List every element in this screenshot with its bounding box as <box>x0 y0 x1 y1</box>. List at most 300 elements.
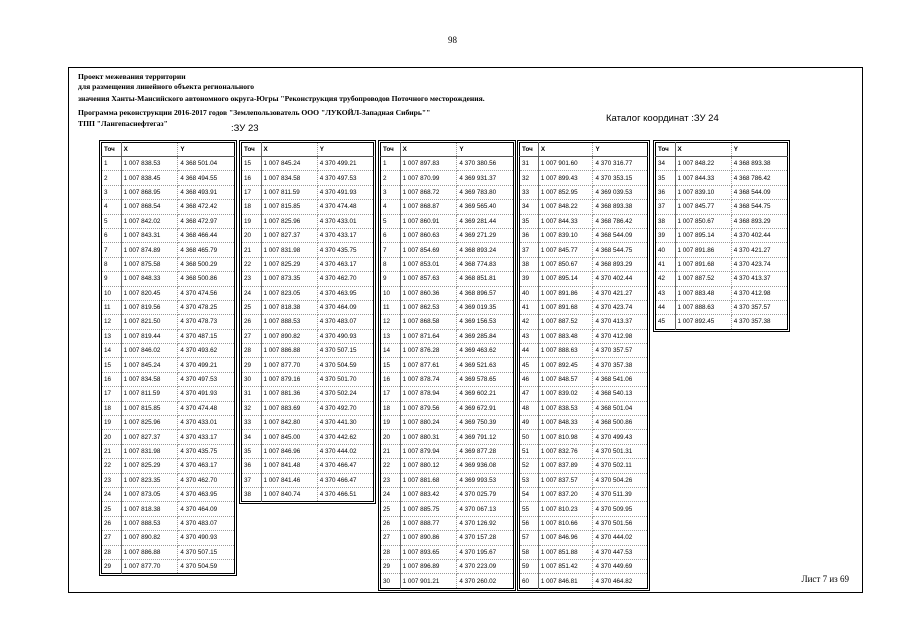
table-row <box>242 430 374 444</box>
x-coordinate: 1 007 886.88 <box>121 545 178 559</box>
x-coordinate: 1 007 840.74 <box>261 487 317 501</box>
y-coordinate: 4 370 223.09 <box>457 559 514 573</box>
y-coordinate: 4 370 464.09 <box>317 300 373 314</box>
x-coordinate: 1 007 899.43 <box>538 171 593 185</box>
table-row <box>656 214 788 228</box>
y-coordinate: 4 370 483.07 <box>178 516 235 530</box>
table-row <box>102 344 235 358</box>
x-coordinate: 1 007 852.95 <box>538 185 593 199</box>
header-point: Точ <box>102 143 122 157</box>
table-header-row <box>102 143 235 157</box>
table-row <box>242 272 374 286</box>
point-number: 44 <box>656 300 676 314</box>
x-coordinate: 1 007 891.86 <box>675 243 731 257</box>
point-number: 40 <box>656 243 676 257</box>
x-coordinate: 1 007 842.02 <box>121 214 178 228</box>
x-coordinate: 1 007 839.10 <box>675 185 731 199</box>
table-row <box>381 315 514 329</box>
point-number: 45 <box>520 358 539 372</box>
table-row <box>520 574 648 588</box>
x-coordinate: 1 007 868.87 <box>400 200 457 214</box>
point-number: 1 <box>102 157 122 171</box>
y-coordinate: 4 368 472.42 <box>178 200 235 214</box>
header-line-4: Программа реконструкции 2016-2017 годов "Землепользователь ООО "ЛУКОЙЛ-Западная Сибирь"" <box>78 108 431 117</box>
table-row <box>102 459 235 473</box>
y-coordinate: 4 370 025.79 <box>457 487 514 501</box>
y-coordinate: 4 370 466.47 <box>317 459 373 473</box>
y-coordinate: 4 368 500.86 <box>593 416 648 430</box>
header-line-2: для размещения линейного объекта регионального <box>78 82 255 91</box>
table-row <box>242 214 374 228</box>
y-coordinate: 4 368 472.97 <box>178 214 235 228</box>
point-number: 21 <box>102 444 122 458</box>
y-coordinate: 4 370 462.70 <box>317 272 373 286</box>
point-number: 9 <box>381 272 401 286</box>
y-coordinate: 4 370 421.27 <box>731 243 787 257</box>
x-coordinate: 1 007 853.01 <box>400 257 457 271</box>
y-coordinate: 4 370 509.95 <box>593 502 648 516</box>
point-number: 18 <box>242 200 262 214</box>
table-row <box>656 171 788 185</box>
table-row <box>102 286 235 300</box>
point-number: 10 <box>102 286 122 300</box>
point-number: 32 <box>242 401 262 415</box>
x-coordinate: 1 007 892.45 <box>538 358 593 372</box>
y-coordinate: 4 370 501.56 <box>593 516 648 530</box>
point-number: 36 <box>242 459 262 473</box>
x-coordinate: 1 007 881.36 <box>261 387 317 401</box>
table-row <box>242 200 374 214</box>
header-point: Точ <box>381 143 401 157</box>
point-number: 23 <box>242 272 262 286</box>
header-x: X <box>675 143 731 157</box>
y-coordinate: 4 370 423.74 <box>731 257 787 271</box>
table-row <box>520 228 648 242</box>
table-row <box>520 272 648 286</box>
table-row <box>102 257 235 271</box>
y-coordinate: 4 369 783.80 <box>457 185 514 199</box>
table-row <box>102 473 235 487</box>
point-number: 16 <box>102 372 122 386</box>
table-row <box>520 329 648 343</box>
point-number: 14 <box>381 344 401 358</box>
table-header-row <box>242 143 374 157</box>
table-row <box>520 516 648 530</box>
y-coordinate: 4 368 893.38 <box>593 200 648 214</box>
y-coordinate: 4 368 544.75 <box>593 243 648 257</box>
y-coordinate: 4 370 357.38 <box>593 358 648 372</box>
y-coordinate: 4 370 507.15 <box>317 344 373 358</box>
x-coordinate: 1 007 887.52 <box>675 272 731 286</box>
table-row <box>102 228 235 242</box>
y-coordinate: 4 370 504.26 <box>593 473 648 487</box>
coordinates-table-5 <box>655 142 788 330</box>
table-row <box>520 300 648 314</box>
table-row <box>102 430 235 444</box>
x-coordinate: 1 007 838.53 <box>538 401 593 415</box>
table-row <box>242 487 374 501</box>
point-number: 27 <box>381 531 401 545</box>
y-coordinate: 4 369 039.53 <box>593 185 648 199</box>
y-coordinate: 4 370 466.51 <box>317 487 373 501</box>
table-header-row <box>656 143 788 157</box>
point-number: 24 <box>242 286 262 300</box>
table-row <box>520 430 648 444</box>
header-y: Y <box>457 143 514 157</box>
point-number: 21 <box>381 444 401 458</box>
point-number: 33 <box>242 416 262 430</box>
header-line-5: ТПП "Лангепаснефтегаз" <box>78 119 168 128</box>
point-number: 44 <box>520 344 539 358</box>
point-number: 35 <box>656 171 676 185</box>
y-coordinate: 4 370 491.93 <box>178 387 235 401</box>
point-number: 26 <box>381 516 401 530</box>
point-number: 59 <box>520 559 539 573</box>
y-coordinate: 4 369 750.39 <box>457 416 514 430</box>
table-row <box>520 459 648 473</box>
table-row <box>381 300 514 314</box>
x-coordinate: 1 007 846.96 <box>538 531 593 545</box>
table-row <box>520 257 648 271</box>
x-coordinate: 1 007 844.33 <box>538 214 593 228</box>
y-coordinate: 4 369 565.40 <box>457 200 514 214</box>
point-number: 43 <box>520 329 539 343</box>
table-row <box>381 358 514 372</box>
y-coordinate: 4 370 511.39 <box>593 487 648 501</box>
table-row <box>656 286 788 300</box>
x-coordinate: 1 007 876.28 <box>400 344 457 358</box>
point-number: 34 <box>242 430 262 444</box>
point-number: 37 <box>520 243 539 257</box>
table-row <box>520 531 648 545</box>
y-coordinate: 4 368 893.38 <box>731 157 787 171</box>
y-coordinate: 4 368 501.04 <box>593 401 648 415</box>
header-point: Точ <box>656 143 676 157</box>
table-row <box>242 473 374 487</box>
x-coordinate: 1 007 846.02 <box>121 344 178 358</box>
x-coordinate: 1 007 810.66 <box>538 516 593 530</box>
x-coordinate: 1 007 888.63 <box>675 300 731 314</box>
x-coordinate: 1 007 877.70 <box>121 559 178 573</box>
point-number: 7 <box>381 243 401 257</box>
point-number: 6 <box>381 228 401 242</box>
point-number: 22 <box>242 257 262 271</box>
table-row <box>102 416 235 430</box>
point-number: 34 <box>520 200 539 214</box>
table-row <box>520 444 648 458</box>
table-row <box>242 157 374 171</box>
y-coordinate: 4 370 195.67 <box>457 545 514 559</box>
x-coordinate: 1 007 868.58 <box>400 315 457 329</box>
point-number: 9 <box>102 272 122 286</box>
table-row <box>102 502 235 516</box>
table-row <box>381 531 514 545</box>
x-coordinate: 1 007 888.63 <box>538 344 593 358</box>
table-row <box>242 243 374 257</box>
table-row <box>102 185 235 199</box>
y-coordinate: 4 370 464.09 <box>178 502 235 516</box>
point-number: 26 <box>242 315 262 329</box>
x-coordinate: 1 007 862.53 <box>400 300 457 314</box>
point-number: 16 <box>242 171 262 185</box>
x-coordinate: 1 007 819.56 <box>121 300 178 314</box>
point-number: 55 <box>520 502 539 516</box>
x-coordinate: 1 007 848.22 <box>538 200 593 214</box>
table-row <box>102 387 235 401</box>
point-number: 28 <box>381 545 401 559</box>
x-coordinate: 1 007 832.76 <box>538 444 593 458</box>
x-coordinate: 1 007 837.20 <box>538 487 593 501</box>
table-row <box>381 444 514 458</box>
coordinates-table-4 <box>519 142 648 589</box>
table-row <box>102 272 235 286</box>
y-coordinate: 4 368 544.09 <box>593 228 648 242</box>
point-number: 38 <box>242 487 262 501</box>
table-row <box>520 416 648 430</box>
x-coordinate: 1 007 831.98 <box>121 444 178 458</box>
x-coordinate: 1 007 850.67 <box>538 257 593 271</box>
table-row <box>520 473 648 487</box>
point-number: 4 <box>102 200 122 214</box>
table-row <box>242 300 374 314</box>
table-row <box>102 171 235 185</box>
table-row <box>242 459 374 473</box>
point-number: 13 <box>381 329 401 343</box>
header-y: Y <box>178 143 235 157</box>
y-coordinate: 4 370 412.98 <box>731 286 787 300</box>
point-number: 40 <box>520 286 539 300</box>
y-coordinate: 4 370 413.37 <box>731 272 787 286</box>
sheet-number: Лист 7 из 69 <box>801 574 849 584</box>
point-number: 10 <box>381 286 401 300</box>
x-coordinate: 1 007 879.16 <box>261 372 317 386</box>
x-coordinate: 1 007 887.52 <box>538 315 593 329</box>
point-number: 5 <box>381 214 401 228</box>
x-coordinate: 1 007 811.59 <box>261 185 317 199</box>
x-coordinate: 1 007 818.38 <box>121 502 178 516</box>
y-coordinate: 4 368 541.06 <box>593 372 648 386</box>
table-row <box>102 487 235 501</box>
point-number: 36 <box>656 185 676 199</box>
x-coordinate: 1 007 871.64 <box>400 329 457 343</box>
table-row <box>102 444 235 458</box>
point-number: 28 <box>242 344 262 358</box>
x-coordinate: 1 007 874.89 <box>121 243 178 257</box>
catalog-label-zu23: :ЗУ 23 <box>231 123 259 134</box>
table-row <box>381 185 514 199</box>
y-coordinate: 4 370 474.48 <box>178 401 235 415</box>
x-coordinate: 1 007 879.56 <box>400 401 457 415</box>
y-coordinate: 4 368 893.29 <box>593 257 648 271</box>
point-number: 43 <box>656 286 676 300</box>
x-coordinate: 1 007 886.88 <box>261 344 317 358</box>
x-coordinate: 1 007 819.44 <box>121 329 178 343</box>
x-coordinate: 1 007 841.46 <box>261 473 317 487</box>
point-number: 46 <box>520 372 539 386</box>
y-coordinate: 4 370 435.75 <box>317 243 373 257</box>
point-number: 27 <box>102 531 122 545</box>
table-row <box>102 401 235 415</box>
y-coordinate: 4 368 465.79 <box>178 243 235 257</box>
y-coordinate: 4 370 447.53 <box>593 545 648 559</box>
y-coordinate: 4 370 474.48 <box>317 200 373 214</box>
header-x: X <box>538 143 593 157</box>
point-number: 19 <box>381 416 401 430</box>
x-coordinate: 1 007 842.80 <box>261 416 317 430</box>
y-coordinate: 4 370 487.15 <box>178 329 235 343</box>
table-row <box>102 157 235 171</box>
point-number: 17 <box>242 185 262 199</box>
y-coordinate: 4 368 851.81 <box>457 272 514 286</box>
x-coordinate: 1 007 893.65 <box>400 545 457 559</box>
table-row <box>520 157 648 171</box>
x-coordinate: 1 007 823.05 <box>261 286 317 300</box>
x-coordinate: 1 007 883.42 <box>400 487 457 501</box>
y-coordinate: 4 370 380.56 <box>457 157 514 171</box>
y-coordinate: 4 370 499.21 <box>317 157 373 171</box>
y-coordinate: 4 370 483.07 <box>317 315 373 329</box>
table-row <box>242 344 374 358</box>
point-number: 11 <box>381 300 401 314</box>
coordinates-table-1 <box>101 142 235 574</box>
x-coordinate: 1 007 868.72 <box>400 185 457 199</box>
y-coordinate: 4 369 521.63 <box>457 358 514 372</box>
y-coordinate: 4 370 504.59 <box>178 559 235 573</box>
point-number: 29 <box>102 559 122 573</box>
point-number: 20 <box>102 430 122 444</box>
x-coordinate: 1 007 860.63 <box>400 228 457 242</box>
x-coordinate: 1 007 896.89 <box>400 559 457 573</box>
y-coordinate: 4 368 500.29 <box>178 257 235 271</box>
point-number: 7 <box>102 243 122 257</box>
point-number: 27 <box>242 329 262 343</box>
x-coordinate: 1 007 895.14 <box>538 272 593 286</box>
table-row <box>381 387 514 401</box>
point-number: 24 <box>102 487 122 501</box>
table-row <box>242 444 374 458</box>
point-number: 2 <box>381 171 401 185</box>
y-coordinate: 4 368 501.04 <box>178 157 235 171</box>
table-row <box>520 372 648 386</box>
table-row <box>381 516 514 530</box>
x-coordinate: 1 007 888.53 <box>261 315 317 329</box>
table-row <box>242 401 374 415</box>
x-coordinate: 1 007 818.38 <box>261 300 317 314</box>
y-coordinate: 4 370 067.13 <box>457 502 514 516</box>
y-coordinate: 4 369 578.65 <box>457 372 514 386</box>
y-coordinate: 4 370 444.02 <box>593 531 648 545</box>
table-row <box>656 257 788 271</box>
table-row <box>656 157 788 171</box>
x-coordinate: 1 007 873.35 <box>261 272 317 286</box>
table-row <box>381 272 514 286</box>
x-coordinate: 1 007 868.95 <box>121 185 178 199</box>
y-coordinate: 4 370 357.57 <box>593 344 648 358</box>
header-x: X <box>121 143 178 157</box>
point-number: 23 <box>381 473 401 487</box>
point-number: 15 <box>102 358 122 372</box>
point-number: 1 <box>381 157 401 171</box>
point-number: 37 <box>242 473 262 487</box>
x-coordinate: 1 007 850.67 <box>675 214 731 228</box>
y-coordinate: 4 370 497.53 <box>178 372 235 386</box>
x-coordinate: 1 007 848.33 <box>538 416 593 430</box>
y-coordinate: 4 370 499.21 <box>178 358 235 372</box>
table-row <box>520 387 648 401</box>
table-header-row <box>520 143 648 157</box>
point-number: 35 <box>242 444 262 458</box>
x-coordinate: 1 007 854.69 <box>400 243 457 257</box>
x-coordinate: 1 007 845.00 <box>261 430 317 444</box>
point-number: 26 <box>102 516 122 530</box>
table-row <box>381 157 514 171</box>
table-row <box>381 545 514 559</box>
x-coordinate: 1 007 860.36 <box>400 286 457 300</box>
x-coordinate: 1 007 846.81 <box>538 574 593 588</box>
y-coordinate: 4 369 602.21 <box>457 387 514 401</box>
y-coordinate: 4 368 893.24 <box>457 243 514 257</box>
x-coordinate: 1 007 878.94 <box>400 387 457 401</box>
y-coordinate: 4 370 413.37 <box>593 315 648 329</box>
point-number: 5 <box>102 214 122 228</box>
x-coordinate: 1 007 880.31 <box>400 430 457 444</box>
y-coordinate: 4 369 463.62 <box>457 344 514 358</box>
table-row <box>656 185 788 199</box>
point-number: 30 <box>242 372 262 386</box>
y-coordinate: 4 368 786.42 <box>593 214 648 228</box>
x-coordinate: 1 007 890.82 <box>121 531 178 545</box>
point-number: 33 <box>520 185 539 199</box>
point-number: 15 <box>242 157 262 171</box>
table-row <box>381 459 514 473</box>
y-coordinate: 4 369 791.12 <box>457 430 514 444</box>
point-number: 49 <box>520 416 539 430</box>
table-row <box>656 243 788 257</box>
table-row <box>381 344 514 358</box>
header-line-3: значения Ханты-Мансийского автономного округа-Югры "Реконструкция трубопроводов Поточного месторождения. <box>78 94 485 103</box>
point-number: 6 <box>102 228 122 242</box>
x-coordinate: 1 007 883.69 <box>261 401 317 415</box>
point-number: 48 <box>520 401 539 415</box>
table-row <box>381 502 514 516</box>
table-header-row <box>381 143 514 157</box>
point-number: 8 <box>381 257 401 271</box>
y-coordinate: 4 370 463.95 <box>178 487 235 501</box>
x-coordinate: 1 007 890.86 <box>400 531 457 545</box>
x-coordinate: 1 007 879.94 <box>400 444 457 458</box>
table-row <box>520 243 648 257</box>
point-number: 22 <box>381 459 401 473</box>
page-number: 98 <box>448 35 457 45</box>
x-coordinate: 1 007 837.57 <box>538 473 593 487</box>
table-row <box>381 286 514 300</box>
x-coordinate: 1 007 878.74 <box>400 372 457 386</box>
point-number: 20 <box>381 430 401 444</box>
table-row <box>381 416 514 430</box>
table-row <box>242 372 374 386</box>
y-coordinate: 4 369 019.35 <box>457 300 514 314</box>
y-coordinate: 4 370 433.17 <box>178 430 235 444</box>
y-coordinate: 4 369 672.91 <box>457 401 514 415</box>
point-number: 25 <box>242 300 262 314</box>
point-number: 17 <box>381 387 401 401</box>
x-coordinate: 1 007 895.14 <box>675 228 731 242</box>
table-row <box>102 243 235 257</box>
y-coordinate: 4 370 463.17 <box>317 257 373 271</box>
x-coordinate: 1 007 810.23 <box>538 502 593 516</box>
x-coordinate: 1 007 891.68 <box>538 300 593 314</box>
table-row <box>520 185 648 199</box>
